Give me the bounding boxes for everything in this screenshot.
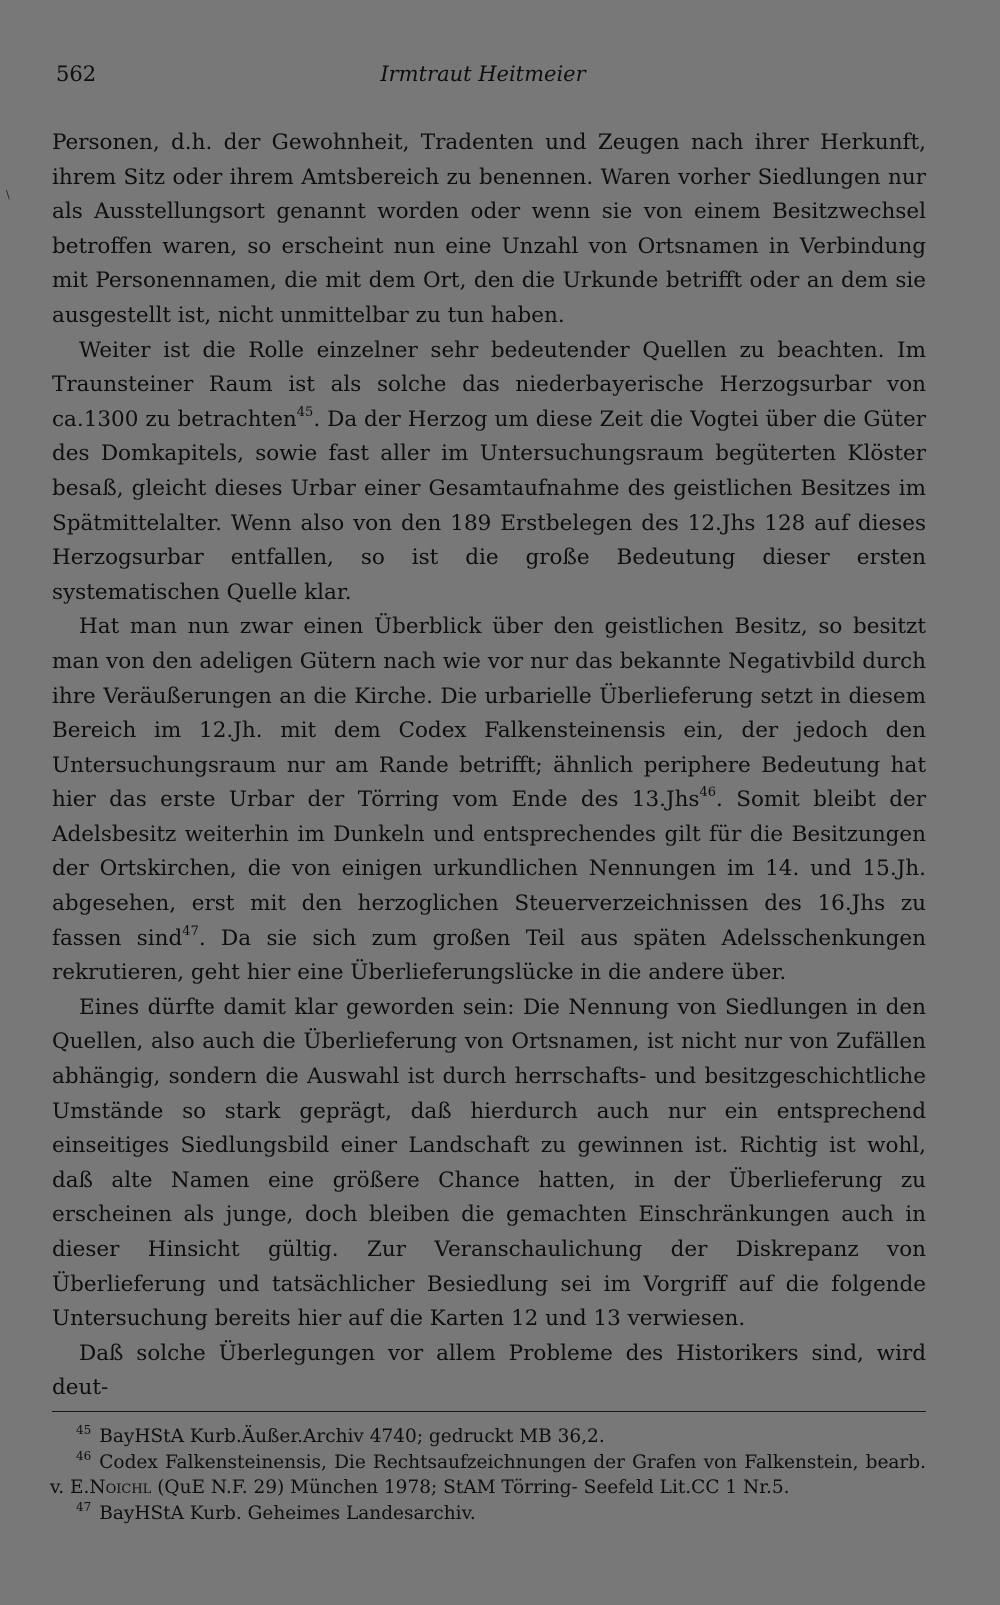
running-head: Irmtraut Heitmeier [380, 62, 586, 86]
text-run: . Da sie sich zum großen Teil aus späten Adelsschenkungen rekrutieren, geht hier eine Überlieferungslücke in die andere über. [52, 925, 926, 986]
footnote-number: 46 [76, 1448, 92, 1463]
footnote-rule [52, 1411, 926, 1412]
text-run: (QuE N.F. 29) München 1978; StAM Törring- Seefeld Lit.CC 1 Nr.5. [151, 1477, 790, 1498]
text-run: BayHStA Kurb. Geheimes Landesarchiv. [99, 1502, 476, 1524]
page-header [56, 62, 910, 92]
text-run: . Somit bleibt der Adelsbesitz weiterhin im Dunkeln und entsprechendes gilt für die Besitzungen der Ortskirchen, die von einigen urkundlichen Nennungen im 14. und 15.Jh. abgesehen, erst mit den herzoglichen Steuerverzeichnissen des 16.Jhs zu fassen sind [52, 787, 926, 951]
paragraph [52, 126, 926, 334]
author-name: Noichl [89, 1477, 152, 1498]
text-run: Eines dürfte damit klar geworden sein: Die Nennung von Siedlungen in den Quellen, also auch die Überlieferung von Ortsnamen, ist nicht nur von Zufällen abhängig, sondern die Auswahl ist durch herrschafts- und besitzgeschichtliche Umstände so stark geprägt, daß hierdurch auch nur ein entsprechend einseitiges Siedlungsbild einer Landschaft zu gewinnen ist. Richtig ist wohl, daß alte Namen eine größere Chance hatten, in der Überlieferung zu erscheinen als junge, doch bleiben die gemachten Einschränkungen auch in dieser Hinsicht gültig. Zur Veranschaulichung der Diskrepanz von Überlieferung und tatsächlicher Besiedlung sei im Vorgriff auf die folgende Untersuchung bereits hier auf die Karten 12 und 13 verwiesen. [52, 994, 926, 1332]
footnote [50, 1424, 926, 1450]
text-run: Daß solche Überlegungen vor allem Probleme des Historikers sind, wird deut- [52, 1340, 926, 1401]
footnote [50, 1501, 926, 1527]
footnote-ref: 45 [296, 404, 314, 420]
text-run: Hat man nun zwar einen Überblick über den geistlichen Besitz, so besitzt man von den adeligen Gütern nach wie vor nur das bekannte Negativbild durch ihre Veräußerungen an die Kirche. Die urbarielle Überlieferung setzt in diesem Bereich im 12.Jh. mit dem Codex Falkensteinensis ein, der jedoch den Untersuchungsraum nur am Rande betrifft; ähnlich periphere Bedeutung hat hier das erste Urbar der Törring vom Ende des 13.Jhs [52, 614, 926, 813]
paragraph [52, 991, 926, 1337]
footnote-ref: 47 [182, 923, 199, 939]
paragraph [52, 334, 926, 611]
footnote-ref: 46 [699, 785, 717, 801]
stray-mark: \ [6, 188, 10, 201]
footnotes [50, 1424, 926, 1526]
text-run: . Da der Herzog um diese Zeit die Vogtei über die Güter des Domkapitels, sowie fast aller im Untersuchungsraum begüterten Klöster besaß, gleicht dieses Urbar einer Gesamtaufnahme des geistlichen Besitzes im Spätmittelalter. Wenn also von den 189 Erstbelegen des 12.Jhs 128 auf dieses Herzogsurbar entfallen, so ist die große Bedeutung dieser ersten systematischen Quelle klar. [52, 406, 926, 605]
footnote-number: 45 [76, 1423, 92, 1437]
text-run: BayHStA Kurb.Äußer.Archiv 4740; gedruckt MB 36,2. [99, 1426, 605, 1447]
page-number: 562 [56, 62, 97, 86]
body-text [52, 126, 926, 1406]
paragraph [52, 1337, 926, 1406]
footnote-number: 47 [76, 1499, 92, 1514]
text-run: Weiter ist die Rolle einzelner sehr bedeutender Quellen zu beachten. Im Traunsteiner Raum ist als solche das niederbayerische Herzogsurbar von ca.1300 zu betrachten [52, 337, 926, 432]
footnote [50, 1450, 926, 1501]
text-run: Codex Falkensteinensis, Die Rechtsaufzeichnungen der Grafen von Falkenstein, bearb. v. E. [50, 1451, 926, 1498]
paragraph [52, 610, 926, 991]
text-run: Personen, d.h. der Gewohnheit, Tradenten und Zeugen nach ihrer Herkunft, ihrem Sitz oder ihrem Amtsbereich zu benennen. Waren vorher Siedlungen nur als Ausstellungsort genannt worden oder wenn sie von einem Besitzwechsel betroffen waren, so erscheint nun eine Unzahl von Ortsnamen in Verbindung mit Personennamen, die mit dem Ort, den die Urkunde betrifft oder an dem sie ausgestellt ist, nicht unmittelbar zu tun haben. [52, 130, 926, 328]
